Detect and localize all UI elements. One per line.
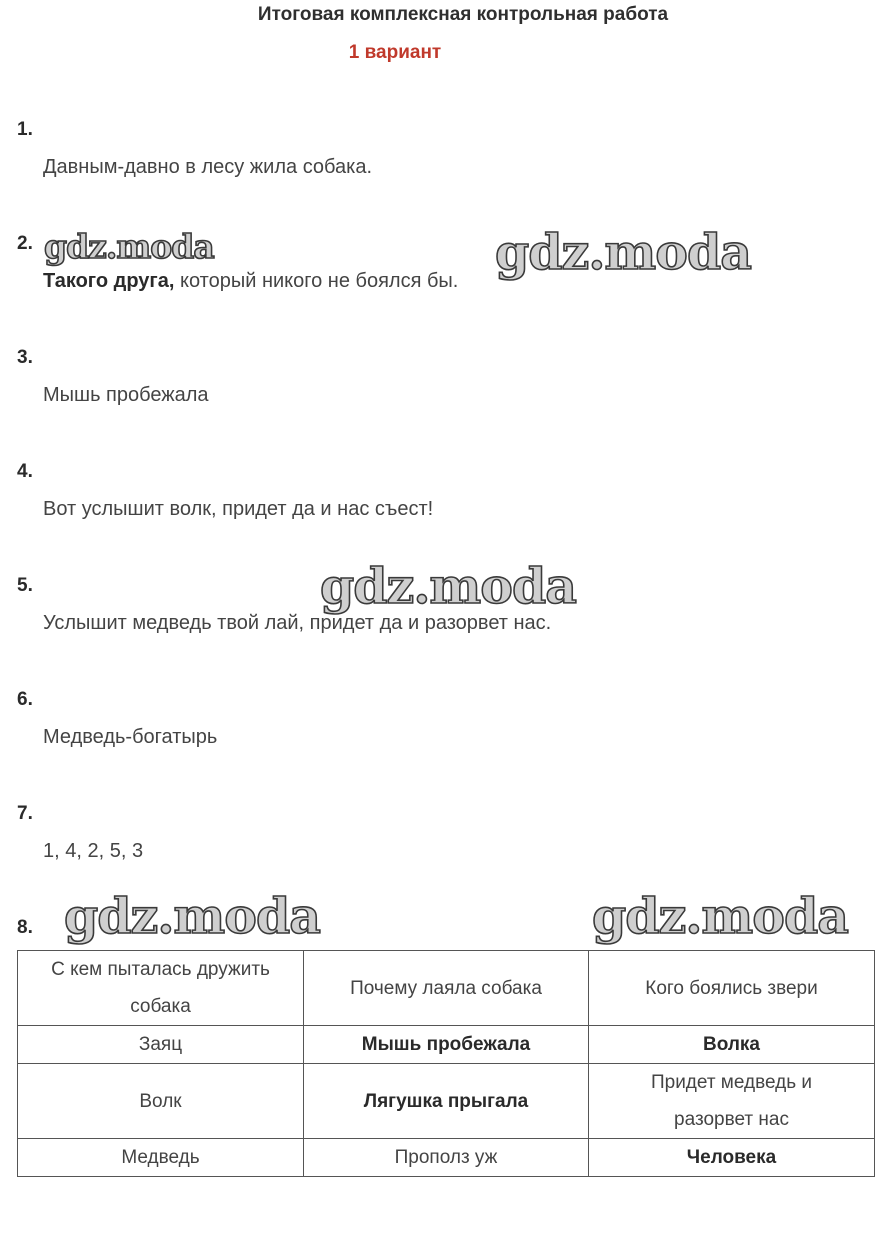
- answer-6-number: 6.: [17, 689, 33, 710]
- answer-table: [17, 950, 875, 1177]
- answer-4-text: Вот услышит волк, придет да и нас съест!: [43, 498, 434, 520]
- answer-2-bold: Такого друга,: [43, 270, 175, 292]
- answer-7-text: 1, 4, 2, 5, 3: [43, 840, 144, 862]
- answer-2-number: 2.: [17, 233, 33, 254]
- table-row: [18, 1139, 875, 1177]
- answer-2-text: [43, 270, 458, 293]
- table-row: [18, 1026, 875, 1064]
- table-cell: Человека: [589, 1139, 875, 1177]
- watermark: gdz.moda: [44, 227, 214, 266]
- table-cell: Волк: [18, 1064, 304, 1139]
- answer-8-number: 8.: [17, 917, 33, 938]
- table-header-cell: Кого боялись звери: [589, 951, 875, 1026]
- answer-2-rest: который никого не боялся бы.: [174, 270, 459, 292]
- table-cell: Волка: [589, 1026, 875, 1064]
- answer-1-number: 1.: [17, 119, 33, 140]
- answer-5-text: Услышит медведь твой лай, придет да и разорвет нас.: [43, 612, 552, 634]
- table-header-row: [18, 951, 875, 1026]
- answer-4-number: 4.: [17, 461, 33, 482]
- table-cell: Придет медведь и разорвет нас: [589, 1064, 875, 1139]
- table-cell: Медведь: [18, 1139, 304, 1177]
- table-row: [18, 1064, 875, 1139]
- watermark: gdz.moda: [64, 887, 320, 945]
- answer-3-text: Мышь пробежала: [43, 384, 209, 406]
- answer-6-text: Медведь-богатырь: [43, 726, 218, 748]
- table-header-cell: Почему лаяла собака: [304, 951, 589, 1026]
- table-header-cell: С кем пыталась дружить собака: [18, 951, 304, 1026]
- table-cell: Мышь пробежала: [304, 1026, 589, 1064]
- table-cell: Прополз уж: [304, 1139, 589, 1177]
- watermark: gdz.moda: [320, 557, 576, 615]
- answer-1-text: Давным-давно в лесу жила собака.: [43, 156, 373, 178]
- answer-3-number: 3.: [17, 347, 33, 368]
- answer-7-number: 7.: [17, 803, 33, 824]
- table-cell: Заяц: [18, 1026, 304, 1064]
- page-title: Итоговая комплексная контрольная работа: [257, 4, 669, 25]
- watermark: gdz.moda: [592, 887, 848, 945]
- table-cell: Лягушка прыгала: [304, 1064, 589, 1139]
- watermark: gdz.moda: [495, 223, 751, 281]
- variant-label: 1 вариант: [348, 42, 442, 63]
- answer-5-number: 5.: [17, 575, 33, 596]
